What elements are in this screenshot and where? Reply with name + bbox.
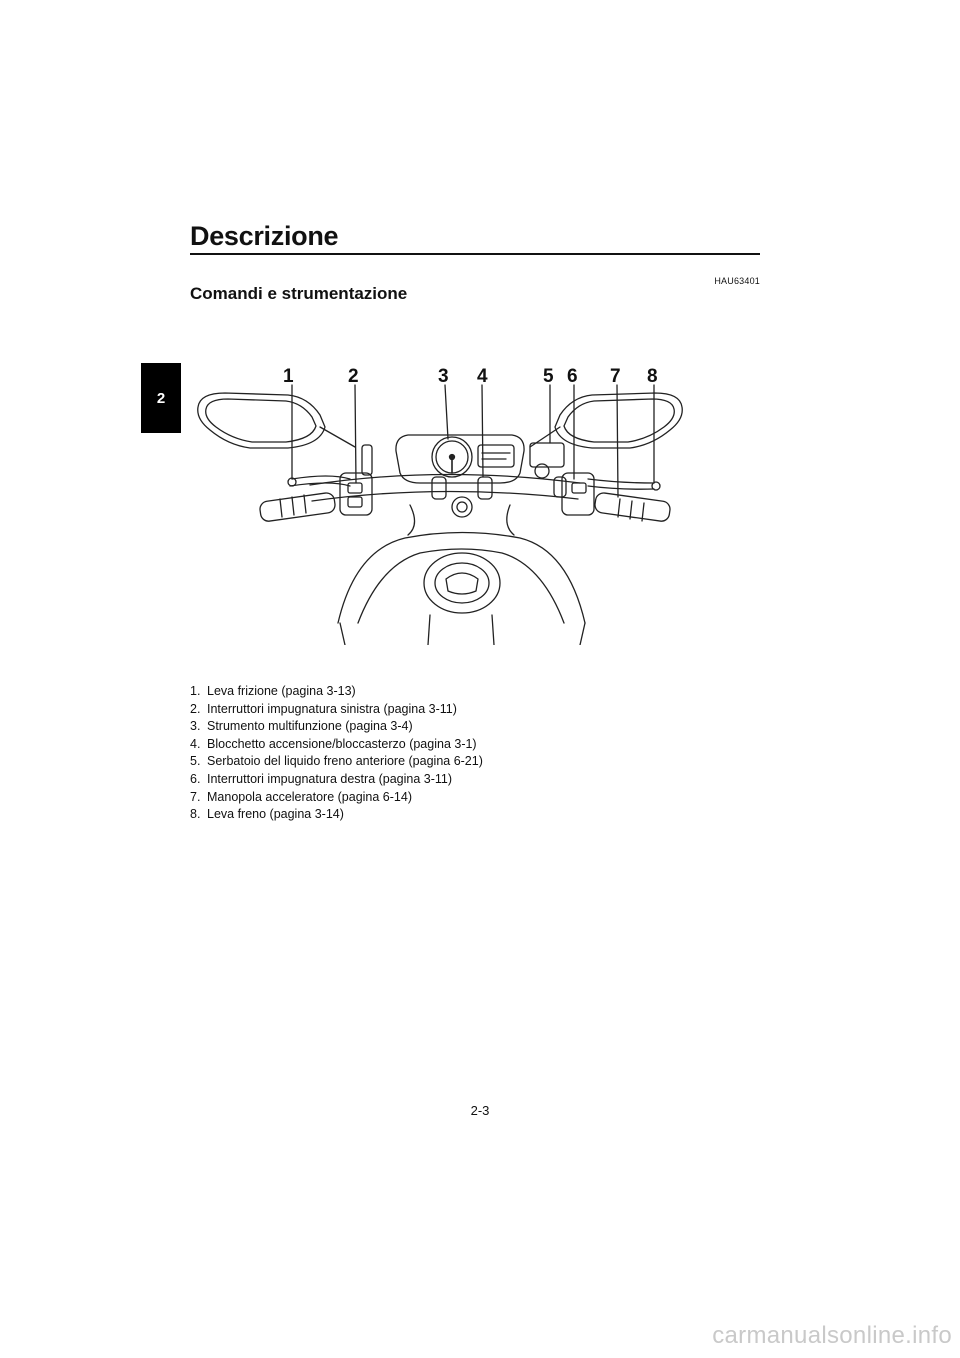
legend-item: 6. Interruttori impugnatura destra (pagina 3-11) xyxy=(190,771,453,786)
legend-item: 1. Leva frizione (pagina 3-13) xyxy=(190,684,356,698)
heading-rule xyxy=(190,253,760,255)
page-title: Descrizione xyxy=(190,221,339,251)
callout-4: 4 xyxy=(477,366,488,387)
callout-2: 2 xyxy=(348,366,359,387)
section-title: Comandi e strumentazione xyxy=(190,284,408,303)
page-number: 2-3 xyxy=(470,1103,490,1118)
chapter-tab: 2 xyxy=(141,363,181,433)
handlebar-illustration xyxy=(180,355,700,645)
legend-item: 3. Strumento multifunzione (pagina 3-4) xyxy=(190,719,413,734)
callout-7: 7 xyxy=(610,366,621,387)
legend-list xyxy=(190,683,483,824)
callout-5: 5 xyxy=(543,366,554,387)
legend-item: 2. Interruttori impugnatura sinistra (pagina 3-11) xyxy=(190,701,457,716)
section-code: HAU63401 xyxy=(714,276,760,286)
watermark: carmanualsonline.info xyxy=(712,1322,952,1349)
legend-item: 7. Manopola acceleratore (pagina 6-14) xyxy=(190,789,412,804)
callout-8: 8 xyxy=(647,366,658,387)
legend-item: 5. Serbatoio del liquido freno anteriore (pagina 6-21) xyxy=(190,754,483,769)
callout-3: 3 xyxy=(438,366,449,387)
legend-item: 4. Blocchetto accensione/bloccasterzo (pagina 3-1) xyxy=(190,736,477,751)
callout-1: 1 xyxy=(283,366,294,387)
callout-6: 6 xyxy=(567,366,578,387)
legend-item: 8. Leva freno (pagina 3-14) xyxy=(190,807,344,822)
